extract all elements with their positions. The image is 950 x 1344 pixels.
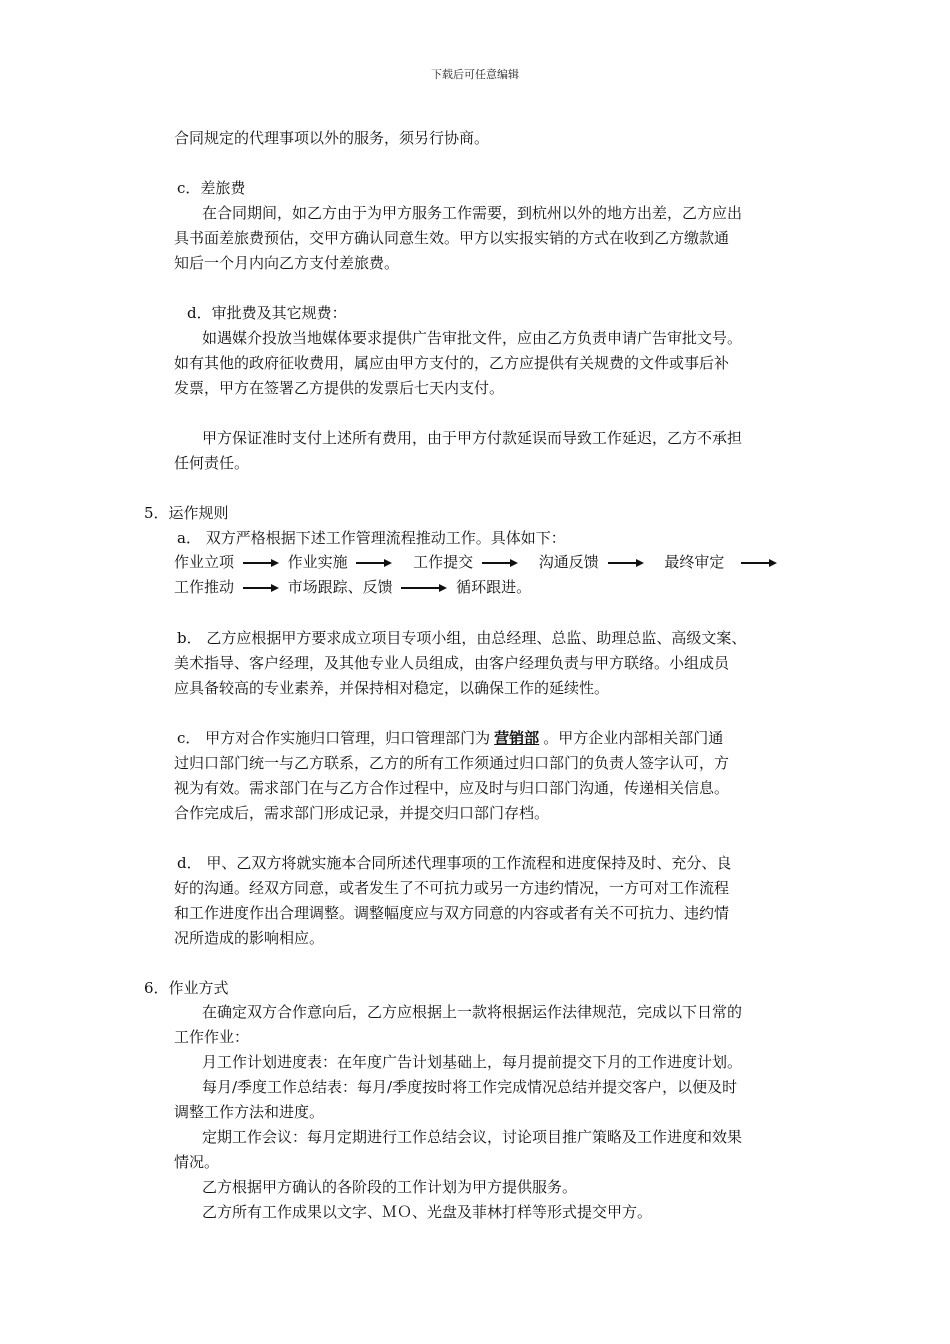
text-line: 如遇媒介投放当地媒体要求提供广告审批文件，应由乙方负责申请广告审批文号。 <box>202 329 743 347</box>
text-line: b． 乙方应根据甲方要求成立项目专项小组，由总经理、总监、助理总监、高级文案、 <box>177 629 747 647</box>
text-line: 美术指导、客户经理，及其他专业人员组成，由客户经理负责与甲方联络。小组成员 <box>174 654 730 672</box>
text-line: 每月/季度工作总结表：每月/季度按时将工作完成情况总结并提交客户，以便及时 <box>202 1078 738 1096</box>
arrow-right-icon <box>356 558 392 568</box>
flow-step: 工作提交 <box>413 553 474 571</box>
flow-step: 最终审定 <box>664 553 725 571</box>
section-heading-rules: 5．运作规则 <box>144 504 229 522</box>
text-line: 情况。 <box>174 1153 220 1171</box>
text-line: 在合同期间，如乙方由于为甲方服务工作需要，到杭州以外的地方出差，乙方应出 <box>202 204 743 222</box>
text-line: 好的沟通。经双方同意，或者发生了不可抗力或另一方违约情况，一方可对工作流程 <box>174 879 730 897</box>
text-line: 发票，甲方在签署乙方提供的发票后七天内支付。 <box>174 379 505 397</box>
text-line: 调整工作方法和进度。 <box>174 1103 325 1121</box>
text-line: 定期工作会议：每月定期进行工作总结会议，讨论项目推广策略及工作进度和效果 <box>202 1128 743 1146</box>
arrow-right-icon <box>482 558 518 568</box>
text-line: 任何责任。 <box>174 454 250 472</box>
flow-step: 沟通反馈 <box>538 553 599 571</box>
text-line: 具书面差旅费预估，交甲方确认同意生效。甲方以实报实销的方式在收到乙方缴款通 <box>174 229 730 247</box>
text-line: 过归口部门统一与乙方联系，乙方的所有工作须通过归口部门的负责人签字认可，方 <box>174 754 730 772</box>
page-header: 下载后可任意编辑 <box>431 68 519 81</box>
section-heading-fees: d．审批费及其它规费： <box>187 304 347 322</box>
text-line: 月工作计划进度表：在年度广告计划基础上，每月提前提交下月的工作进度计划。 <box>202 1053 743 1071</box>
text-line-clause-c <box>177 728 723 748</box>
arrow-right-icon <box>243 583 279 593</box>
arrow-right-icon <box>741 558 777 568</box>
text-line: 如有其他的政府征收费用，属应由甲方支付的，乙方应提供有关规费的文件或事后补 <box>174 354 730 372</box>
workflow-row-1 <box>174 552 781 572</box>
clause-c-prefix: c． 甲方对合作实施归口管理，归口管理部门为 <box>177 729 491 747</box>
workflow-row-2 <box>174 577 531 597</box>
text-line: 乙方根据甲方确认的各阶段的工作计划为甲方提供服务。 <box>202 1178 578 1196</box>
section-heading-travel: c．差旅费 <box>177 179 246 197</box>
text-line: 在确定双方合作意向后，乙方应根据上一款将根据运作法律规范，完成以下日常的 <box>202 1003 743 1021</box>
text-line: a． 双方严格根据下述工作管理流程推动工作。具体如下： <box>177 529 566 547</box>
text-line: 工作作业： <box>174 1028 250 1046</box>
arrow-right-icon <box>608 558 644 568</box>
flow-step: 作业立项 <box>174 553 235 571</box>
flow-step: 循环跟进。 <box>456 578 532 596</box>
text-line: 和工作进度作出合理调整。调整幅度应与双方同意的内容或者有关不可抗力、违约情 <box>174 904 730 922</box>
clause-c-suffix: 。甲方企业内部相关部门通 <box>543 729 724 747</box>
text-line: 乙方所有工作成果以文字、ＭＯ、光盘及菲林打样等形式提交甲方。 <box>202 1203 653 1221</box>
text-line: 况所造成的影响相应。 <box>174 929 325 947</box>
section-heading-method: 6．作业方式 <box>144 979 229 997</box>
text-line: 视为有效。需求部门在与乙方合作过程中，应及时与归口部门沟通，传递相关信息。 <box>174 779 730 797</box>
flow-step: 作业实施 <box>287 553 348 571</box>
arrow-right-icon <box>401 583 447 593</box>
department-name: 营销部 <box>494 729 540 747</box>
text-line: 应具备较高的专业素养，并保持相对稳定，以确保工作的延续性。 <box>174 679 610 697</box>
text-line: 知后一个月内向乙方支付差旅费。 <box>174 254 400 272</box>
flow-step: 工作推动 <box>174 578 235 596</box>
arrow-right-icon <box>243 558 279 568</box>
text-line: 合作完成后，需求部门形成记录，并提交归口部门存档。 <box>174 804 550 822</box>
text-line: 甲方保证准时支付上述所有费用，由于甲方付款延误而导致工作延迟，乙方不承担 <box>202 429 743 447</box>
flow-step: 市场跟踪、反馈 <box>287 578 393 596</box>
text-line: d． 甲、乙双方将就实施本合同所述代理事项的工作流程和进度保持及时、充分、良 <box>177 854 732 872</box>
text-line: 合同规定的代理事项以外的服务，须另行协商。 <box>174 129 490 147</box>
